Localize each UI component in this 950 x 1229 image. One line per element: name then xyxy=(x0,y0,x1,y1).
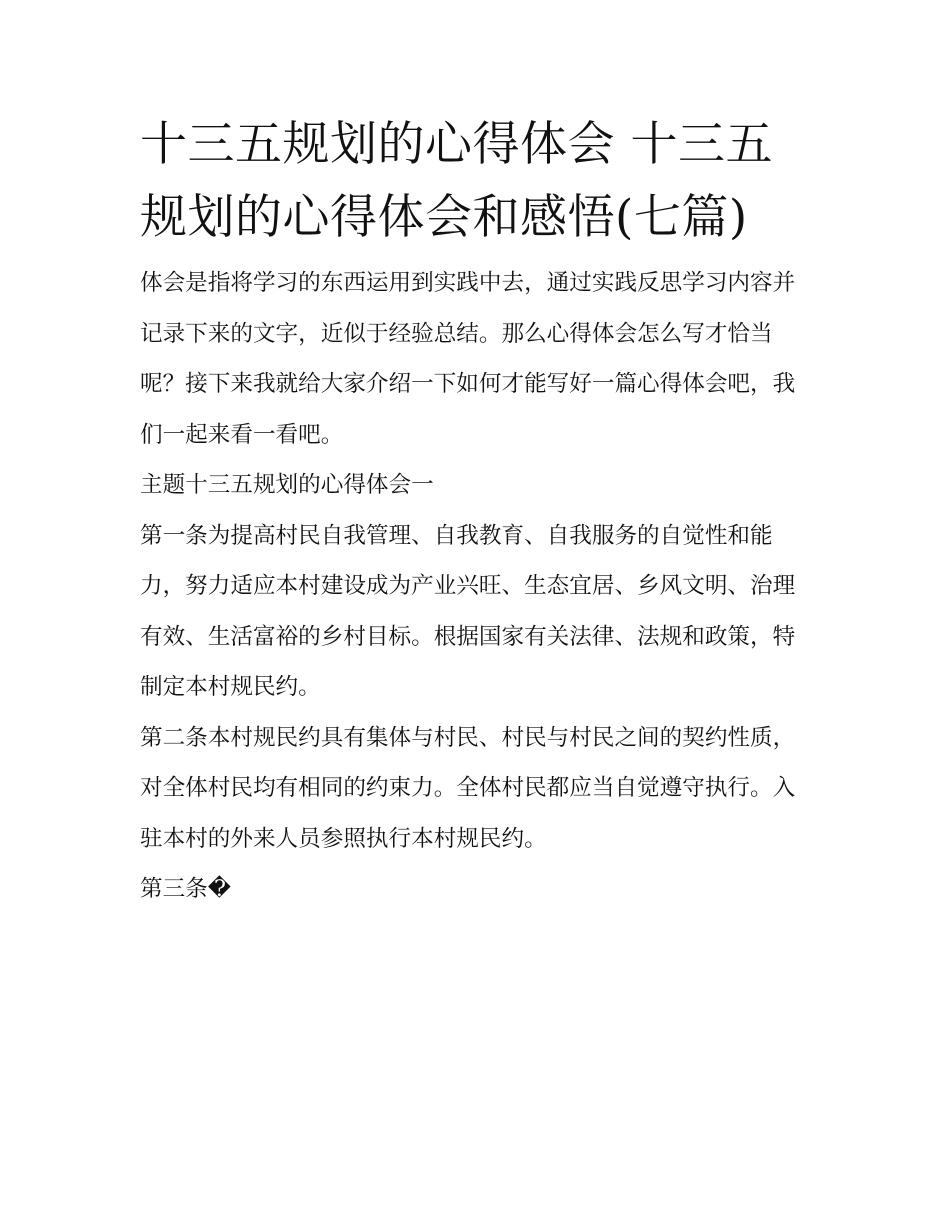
article-one-paragraph: 第一条为提高村民自我管理、自我教育、自我服务的自觉性和能力，努力适应本村建设成为产业兴旺、生态宜居、乡风文明、治理有效、生活富裕的乡村目标。根据国家有关法律、法规和政策，特制定本村规民约。 xyxy=(140,522,796,700)
section-heading: 主题十三五规划的心得体会一 xyxy=(140,472,434,498)
intro-paragraph: 体会是指将学习的东西运用到实践中去，通过实践反思学习内容并记录下来的文字，近似于经验总结。那么心得体会怎么写才恰当呢？接下来我就给大家介绍一下如何才能写好一篇心得体会吧，我们一起来看一看吧。 xyxy=(140,270,796,448)
article-three-paragraph: 第三条� xyxy=(140,876,231,902)
article-two-paragraph: 第二条本村规民约具有集体与村民、村民与村民之间的契约性质，对全体村民均有相同的约束力。全体村民都应当自觉遵守执行。入驻本村的外来人员参照执行本村规民约。 xyxy=(140,724,796,852)
document-body xyxy=(140,108,812,915)
document-title: 十三五规划的心得体会 十三五规划的心得体会和感悟(七篇) xyxy=(140,117,773,245)
